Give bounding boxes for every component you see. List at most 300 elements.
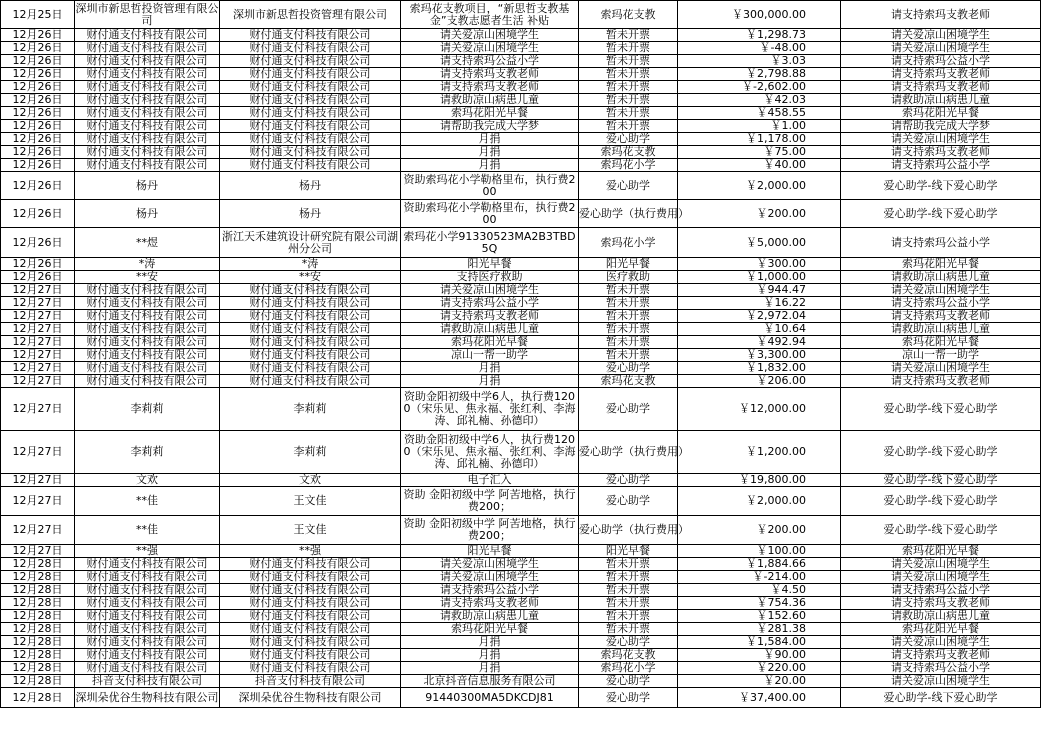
table-row: [1, 159, 1041, 172]
item-cell: 请关爱凉山困境学生: [401, 284, 579, 297]
item-cell: 月捐: [401, 133, 579, 146]
purpose-cell: 索玛花支教: [579, 649, 678, 662]
note-cell: 索玛花阳光早餐: [841, 258, 1041, 271]
payer-cell: 财付通支付科技有限公司: [75, 323, 220, 336]
date-cell: 12月27日: [1, 284, 75, 297]
amount-cell: ￥300.00: [678, 258, 841, 271]
donor-cell: 财付通支付科技有限公司: [220, 284, 401, 297]
payer-cell: 李莉莉: [75, 431, 220, 474]
donor-cell: 财付通支付科技有限公司: [220, 133, 401, 146]
payer-cell: 财付通支付科技有限公司: [75, 584, 220, 597]
purpose-cell: 暂未开票: [579, 584, 678, 597]
table-row: [1, 200, 1041, 228]
amount-cell: ￥1,298.73: [678, 29, 841, 42]
table-row: [1, 336, 1041, 349]
table-row: [1, 558, 1041, 571]
purpose-cell: 暂未开票: [579, 623, 678, 636]
item-cell: 请帮助我完成大学梦: [401, 120, 579, 133]
purpose-cell: 暂未开票: [579, 571, 678, 584]
purpose-cell: 爱心助学: [579, 675, 678, 688]
note-cell: 请支持索玛支教老师: [841, 310, 1041, 323]
date-cell: 12月26日: [1, 55, 75, 68]
donor-cell: 深圳市新思哲投资管理有限公司: [220, 1, 401, 29]
amount-cell: ￥1,200.00: [678, 431, 841, 474]
donor-cell: **强: [220, 545, 401, 558]
item-cell: 请支持索玛公益小学: [401, 584, 579, 597]
item-cell: 索玛花阳光早餐: [401, 623, 579, 636]
note-cell: 请支持索玛公益小学: [841, 584, 1041, 597]
amount-cell: ￥3.03: [678, 55, 841, 68]
purpose-cell: 暂未开票: [579, 68, 678, 81]
amount-cell: ￥2,000.00: [678, 487, 841, 516]
date-cell: 12月27日: [1, 310, 75, 323]
amount-cell: ￥12,000.00: [678, 388, 841, 431]
purpose-cell: 阳光早餐: [579, 258, 678, 271]
table-row: [1, 133, 1041, 146]
date-cell: 12月26日: [1, 120, 75, 133]
payer-cell: 财付通支付科技有限公司: [75, 662, 220, 675]
date-cell: 12月26日: [1, 271, 75, 284]
purpose-cell: 索玛花小学: [579, 159, 678, 172]
payer-cell: 李莉莉: [75, 388, 220, 431]
note-cell: 请支持索玛支教老师: [841, 68, 1041, 81]
table-row: [1, 68, 1041, 81]
table-row: [1, 487, 1041, 516]
amount-cell: ￥-48.00: [678, 42, 841, 55]
payer-cell: 文欢: [75, 474, 220, 487]
date-cell: 12月28日: [1, 623, 75, 636]
table-row: [1, 29, 1041, 42]
note-cell: 请救助凉山病患儿童: [841, 323, 1041, 336]
donor-cell: 李莉莉: [220, 431, 401, 474]
date-cell: 12月28日: [1, 610, 75, 623]
item-cell: 请关爱凉山困境学生: [401, 558, 579, 571]
purpose-cell: 爱心助学: [579, 388, 678, 431]
payer-cell: 财付通支付科技有限公司: [75, 362, 220, 375]
amount-cell: ￥200.00: [678, 516, 841, 545]
purpose-cell: 爱心助学: [579, 172, 678, 200]
item-cell: 资助金阳初级中学6人，执行费1200（宋乐见、焦永福、张红利、李海涛、邱礼楠、孙德印）: [401, 388, 579, 431]
date-cell: 12月28日: [1, 662, 75, 675]
date-cell: 12月27日: [1, 297, 75, 310]
amount-cell: ￥281.38: [678, 623, 841, 636]
item-cell: 请关爱凉山困境学生: [401, 42, 579, 55]
item-cell: 北京抖音信息服务有限公司: [401, 675, 579, 688]
item-cell: 资助金阳初级中学6人，执行费1200（宋乐见、焦永福、张红利、李海涛、邱礼楠、孙德印）: [401, 431, 579, 474]
note-cell: 请支持索玛支教老师: [841, 146, 1041, 159]
note-cell: 请支持索玛支教老师: [841, 81, 1041, 94]
donor-cell: 李莉莉: [220, 388, 401, 431]
donor-cell: 财付通支付科技有限公司: [220, 159, 401, 172]
donor-cell: 财付通支付科技有限公司: [220, 362, 401, 375]
amount-cell: ￥5,000.00: [678, 228, 841, 258]
payer-cell: 抖音支付科技有限公司: [75, 675, 220, 688]
amount-cell: ￥2,000.00: [678, 172, 841, 200]
purpose-cell: 暂未开票: [579, 349, 678, 362]
item-cell: 请救助凉山病患儿童: [401, 323, 579, 336]
table-row: [1, 388, 1041, 431]
payer-cell: 财付通支付科技有限公司: [75, 349, 220, 362]
note-cell: 请关爱凉山困境学生: [841, 29, 1041, 42]
item-cell: 资助索玛花小学勒格里布，执行费200: [401, 172, 579, 200]
table-row: [1, 584, 1041, 597]
table-row: [1, 107, 1041, 120]
purpose-cell: 暂未开票: [579, 610, 678, 623]
donor-cell: 杨丹: [220, 200, 401, 228]
item-cell: 阳光早餐: [401, 545, 579, 558]
date-cell: 12月27日: [1, 388, 75, 431]
amount-cell: ￥458.55: [678, 107, 841, 120]
table-row: [1, 375, 1041, 388]
note-cell: 请支持索玛支教老师: [841, 1, 1041, 29]
amount-cell: ￥754.36: [678, 597, 841, 610]
purpose-cell: 索玛花小学: [579, 662, 678, 675]
payer-cell: 财付通支付科技有限公司: [75, 623, 220, 636]
date-cell: 12月28日: [1, 688, 75, 708]
note-cell: 请支持索玛支教老师: [841, 649, 1041, 662]
date-cell: 12月26日: [1, 159, 75, 172]
donor-cell: 王文佳: [220, 487, 401, 516]
amount-cell: ￥1,178.00: [678, 133, 841, 146]
payer-cell: 财付通支付科技有限公司: [75, 120, 220, 133]
table-row: [1, 284, 1041, 297]
donor-cell: 财付通支付科技有限公司: [220, 558, 401, 571]
table-row: [1, 310, 1041, 323]
purpose-cell: 索玛花支教: [579, 375, 678, 388]
note-cell: 请关爱凉山困境学生: [841, 571, 1041, 584]
date-cell: 12月28日: [1, 675, 75, 688]
amount-cell: ￥37,400.00: [678, 688, 841, 708]
amount-cell: ￥75.00: [678, 146, 841, 159]
note-cell: 爱心助学-线下爱心助学: [841, 172, 1041, 200]
note-cell: 爱心助学-线下爱心助学: [841, 474, 1041, 487]
amount-cell: ￥944.47: [678, 284, 841, 297]
date-cell: 12月26日: [1, 94, 75, 107]
payer-cell: 财付通支付科技有限公司: [75, 649, 220, 662]
purpose-cell: 医疗救助: [579, 271, 678, 284]
item-cell: 请支持索玛公益小学: [401, 297, 579, 310]
payer-cell: 财付通支付科技有限公司: [75, 310, 220, 323]
note-cell: 请支持索玛支教老师: [841, 597, 1041, 610]
purpose-cell: 暂未开票: [579, 284, 678, 297]
note-cell: 请救助凉山病患儿童: [841, 94, 1041, 107]
table-row: [1, 1, 1041, 29]
payer-cell: 杨丹: [75, 200, 220, 228]
amount-cell: ￥2,798.88: [678, 68, 841, 81]
table-row: [1, 94, 1041, 107]
payer-cell: 深圳市新思哲投资管理有限公司: [75, 1, 219, 27]
table-row: [1, 610, 1041, 623]
note-cell: 爱心助学-线下爱心助学: [841, 516, 1041, 545]
table-row: [1, 545, 1041, 558]
payer-cell: 财付通支付科技有限公司: [75, 29, 220, 42]
donor-cell: 文欢: [220, 474, 401, 487]
payer-cell: 财付通支付科技有限公司: [75, 94, 220, 107]
item-cell: 请救助凉山病患儿童: [401, 94, 579, 107]
payer-cell: 财付通支付科技有限公司: [75, 42, 220, 55]
amount-cell: ￥90.00: [678, 649, 841, 662]
donor-cell: 财付通支付科技有限公司: [220, 597, 401, 610]
item-cell: 月捐: [401, 662, 579, 675]
date-cell: 12月27日: [1, 545, 75, 558]
item-cell: 资助索玛花小学勒格里布，执行费200: [401, 200, 579, 228]
payer-cell: 财付通支付科技有限公司: [75, 610, 220, 623]
purpose-cell: 阳光早餐: [579, 545, 678, 558]
payer-cell: **安: [75, 271, 220, 284]
payer-cell: 财付通支付科技有限公司: [75, 284, 220, 297]
note-cell: 请支持索玛公益小学: [841, 159, 1041, 172]
payer-cell: 财付通支付科技有限公司: [75, 297, 220, 310]
amount-cell: ￥2,972.04: [678, 310, 841, 323]
note-cell: 请关爱凉山困境学生: [841, 675, 1041, 688]
purpose-cell: 暂未开票: [579, 29, 678, 42]
donor-cell: 财付通支付科技有限公司: [220, 107, 401, 120]
donor-cell: 财付通支付科技有限公司: [220, 662, 401, 675]
item-cell: 请支持索玛支教老师: [401, 310, 579, 323]
payer-cell: 财付通支付科技有限公司: [75, 55, 220, 68]
payer-cell: 财付通支付科技有限公司: [75, 146, 220, 159]
amount-cell: ￥1,832.00: [678, 362, 841, 375]
date-cell: 12月26日: [1, 81, 75, 94]
table-row: [1, 228, 1041, 258]
donor-cell: 财付通支付科技有限公司: [220, 94, 401, 107]
donor-cell: 财付通支付科技有限公司: [220, 336, 401, 349]
date-cell: 12月27日: [1, 349, 75, 362]
payer-cell: 财付通支付科技有限公司: [75, 81, 220, 94]
item-cell: 索玛花阳光早餐: [401, 107, 579, 120]
item-cell: 索玛花小学91330523MA2B3TBD5Q: [401, 228, 579, 258]
donor-cell: 财付通支付科技有限公司: [220, 29, 401, 42]
purpose-cell: 暂未开票: [579, 597, 678, 610]
note-cell: 请支持索玛公益小学: [841, 55, 1041, 68]
date-cell: 12月26日: [1, 146, 75, 159]
note-cell: 请支持索玛公益小学: [841, 228, 1041, 258]
donor-cell: 深圳朵优谷生物科技有限公司: [220, 688, 401, 708]
item-cell: 凉山一帮一助学: [401, 349, 579, 362]
payer-cell: *涛: [75, 258, 220, 271]
purpose-cell: 爱心助学（执行费用）: [579, 516, 678, 545]
table-row: [1, 146, 1041, 159]
item-cell: 请救助凉山病患儿童: [401, 610, 579, 623]
payer-cell: 财付通支付科技有限公司: [75, 336, 220, 349]
donor-cell: 财付通支付科技有限公司: [220, 623, 401, 636]
date-cell: 12月28日: [1, 571, 75, 584]
donor-cell: 抖音支付科技有限公司: [220, 675, 401, 688]
date-cell: 12月26日: [1, 68, 75, 81]
table-row: [1, 81, 1041, 94]
donor-cell: 财付通支付科技有限公司: [220, 310, 401, 323]
note-cell: 索玛花阳光早餐: [841, 545, 1041, 558]
note-cell: 爱心助学-线下爱心助学: [841, 688, 1041, 708]
payer-cell: 财付通支付科技有限公司: [75, 159, 220, 172]
purpose-cell: 暂未开票: [579, 310, 678, 323]
item-cell: 月捐: [401, 362, 579, 375]
note-cell: 爱心助学-线下爱心助学: [841, 487, 1041, 516]
table-row: [1, 323, 1041, 336]
amount-cell: ￥1.00: [678, 120, 841, 133]
amount-cell: ￥492.94: [678, 336, 841, 349]
payer-cell: 财付通支付科技有限公司: [75, 375, 220, 388]
amount-cell: ￥16.22: [678, 297, 841, 310]
amount-cell: ￥1,000.00: [678, 271, 841, 284]
payer-cell: 财付通支付科技有限公司: [75, 133, 220, 146]
amount-cell: ￥40.00: [678, 159, 841, 172]
item-cell: 阳光早餐: [401, 258, 579, 271]
item-cell: 请支持索玛公益小学: [401, 55, 579, 68]
note-cell: 索玛花阳光早餐: [841, 336, 1041, 349]
note-cell: 请支持索玛公益小学: [841, 297, 1041, 310]
note-cell: 请支持索玛公益小学: [841, 662, 1041, 675]
item-cell: 索玛花支教项目，“新思哲支教基金”支教志愿者生活 补贴: [401, 1, 579, 29]
note-cell: 爱心助学-线下爱心助学: [841, 431, 1041, 474]
date-cell: 12月27日: [1, 375, 75, 388]
item-cell: 月捐: [401, 649, 579, 662]
payer-cell: **佳: [75, 487, 220, 516]
item-cell: 资助 金阳初级中学 阿苦地格，执行费200；: [401, 487, 579, 516]
payer-cell: **煜: [75, 228, 220, 258]
purpose-cell: 暂未开票: [579, 120, 678, 133]
purpose-cell: 爱心助学: [579, 133, 678, 146]
purpose-cell: 索玛花小学: [579, 228, 678, 258]
date-cell: 12月28日: [1, 558, 75, 571]
donor-cell: 财付通支付科技有限公司: [220, 68, 401, 81]
amount-cell: ￥20.00: [678, 675, 841, 688]
note-cell: 请关爱凉山困境学生: [841, 362, 1041, 375]
item-cell: 电子汇入: [401, 474, 579, 487]
table-row: [1, 362, 1041, 375]
donor-cell: 财付通支付科技有限公司: [220, 42, 401, 55]
date-cell: 12月28日: [1, 597, 75, 610]
purpose-cell: 爱心助学（执行费用）: [579, 431, 678, 474]
table-row: [1, 636, 1041, 649]
note-cell: 请关爱凉山困境学生: [841, 133, 1041, 146]
date-cell: 12月27日: [1, 362, 75, 375]
table-row: [1, 675, 1041, 688]
donor-cell: **安: [220, 271, 401, 284]
purpose-cell: 暂未开票: [579, 107, 678, 120]
purpose-cell: 爱心助学: [579, 362, 678, 375]
date-cell: 12月26日: [1, 42, 75, 55]
donor-cell: 财付通支付科技有限公司: [220, 55, 401, 68]
date-cell: 12月25日: [1, 1, 75, 29]
date-cell: 12月27日: [1, 323, 75, 336]
item-cell: 请支持索玛支教老师: [401, 597, 579, 610]
note-cell: 请关爱凉山困境学生: [841, 42, 1041, 55]
date-cell: 12月27日: [1, 516, 75, 545]
donor-cell: 杨丹: [220, 172, 401, 200]
purpose-cell: 暂未开票: [579, 558, 678, 571]
note-cell: 索玛花阳光早餐: [841, 107, 1041, 120]
amount-cell: ￥42.03: [678, 94, 841, 107]
purpose-cell: 爱心助学: [579, 487, 678, 516]
table-row: [1, 271, 1041, 284]
amount-cell: ￥19,800.00: [678, 474, 841, 487]
date-cell: 12月26日: [1, 258, 75, 271]
table-row: [1, 258, 1041, 271]
table-row: [1, 662, 1041, 675]
item-cell: 月捐: [401, 159, 579, 172]
note-cell: 爱心助学-线下爱心助学: [841, 200, 1041, 228]
donor-cell: 财付通支付科技有限公司: [220, 297, 401, 310]
note-cell: 请支持索玛支教老师: [841, 375, 1041, 388]
amount-cell: ￥1,584.00: [678, 636, 841, 649]
payer-cell: 财付通支付科技有限公司: [75, 636, 220, 649]
note-cell: 请救助凉山病患儿童: [841, 271, 1041, 284]
donor-cell: 财付通支付科技有限公司: [220, 120, 401, 133]
item-cell: 91440300MA5DKCDJ81: [401, 688, 579, 708]
purpose-cell: 爱心助学: [579, 688, 678, 708]
purpose-cell: 爱心助学: [579, 474, 678, 487]
date-cell: 12月26日: [1, 133, 75, 146]
purpose-cell: 暂未开票: [579, 94, 678, 107]
donor-cell: 财付通支付科技有限公司: [220, 610, 401, 623]
date-cell: 12月28日: [1, 649, 75, 662]
item-cell: 索玛花阳光早餐: [401, 336, 579, 349]
item-cell: 月捐: [401, 375, 579, 388]
table-row: [1, 120, 1041, 133]
amount-cell: ￥100.00: [678, 545, 841, 558]
purpose-cell: 暂未开票: [579, 323, 678, 336]
purpose-cell: 索玛花支教: [579, 146, 678, 159]
donor-cell: 财付通支付科技有限公司: [220, 649, 401, 662]
item-cell: 月捐: [401, 636, 579, 649]
table-row: [1, 172, 1041, 200]
table-row: [1, 55, 1041, 68]
amount-cell: ￥4.50: [678, 584, 841, 597]
purpose-cell: 索玛花支教: [579, 1, 678, 29]
purpose-cell: 爱心助学: [579, 636, 678, 649]
purpose-cell: 暂未开票: [579, 42, 678, 55]
amount-cell: ￥-2,602.00: [678, 81, 841, 94]
purpose-cell: 暂未开票: [579, 336, 678, 349]
note-cell: 凉山一帮一助学: [841, 349, 1041, 362]
payer-cell: 杨丹: [75, 172, 220, 200]
amount-cell: ￥1,884.66: [678, 558, 841, 571]
amount-cell: ￥300,000.00: [678, 1, 841, 29]
payer-cell: 财付通支付科技有限公司: [75, 68, 220, 81]
payer-cell: 财付通支付科技有限公司: [75, 107, 220, 120]
date-cell: 12月27日: [1, 431, 75, 474]
table-row: [1, 42, 1041, 55]
payer-cell: 财付通支付科技有限公司: [75, 597, 220, 610]
note-cell: 爱心助学-线下爱心助学: [841, 388, 1041, 431]
item-cell: 请支持索玛支教老师: [401, 68, 579, 81]
date-cell: 12月26日: [1, 172, 75, 200]
item-cell: 请关爱凉山困境学生: [401, 29, 579, 42]
donor-cell: 王文佳: [220, 516, 401, 545]
note-cell: 请关爱凉山困境学生: [841, 558, 1041, 571]
table-row: [1, 649, 1041, 662]
table-row: [1, 474, 1041, 487]
amount-cell: ￥206.00: [678, 375, 841, 388]
date-cell: 12月27日: [1, 474, 75, 487]
donor-cell: 财付通支付科技有限公司: [220, 323, 401, 336]
table-row: [1, 431, 1041, 474]
date-cell: 12月27日: [1, 487, 75, 516]
note-cell: 索玛花阳光早餐: [841, 623, 1041, 636]
donor-cell: *涛: [220, 258, 401, 271]
amount-cell: ￥-214.00: [678, 571, 841, 584]
purpose-cell: 爱心助学（执行费用）: [579, 200, 678, 228]
note-cell: 请关爱凉山困境学生: [841, 284, 1041, 297]
donor-cell: 财付通支付科技有限公司: [220, 571, 401, 584]
note-cell: 请帮助我完成大学梦: [841, 120, 1041, 133]
donor-cell: 财付通支付科技有限公司: [220, 349, 401, 362]
payer-cell: **佳: [75, 516, 220, 545]
payer-cell: **强: [75, 545, 220, 558]
date-cell: 12月26日: [1, 200, 75, 228]
date-cell: 12月26日: [1, 29, 75, 42]
